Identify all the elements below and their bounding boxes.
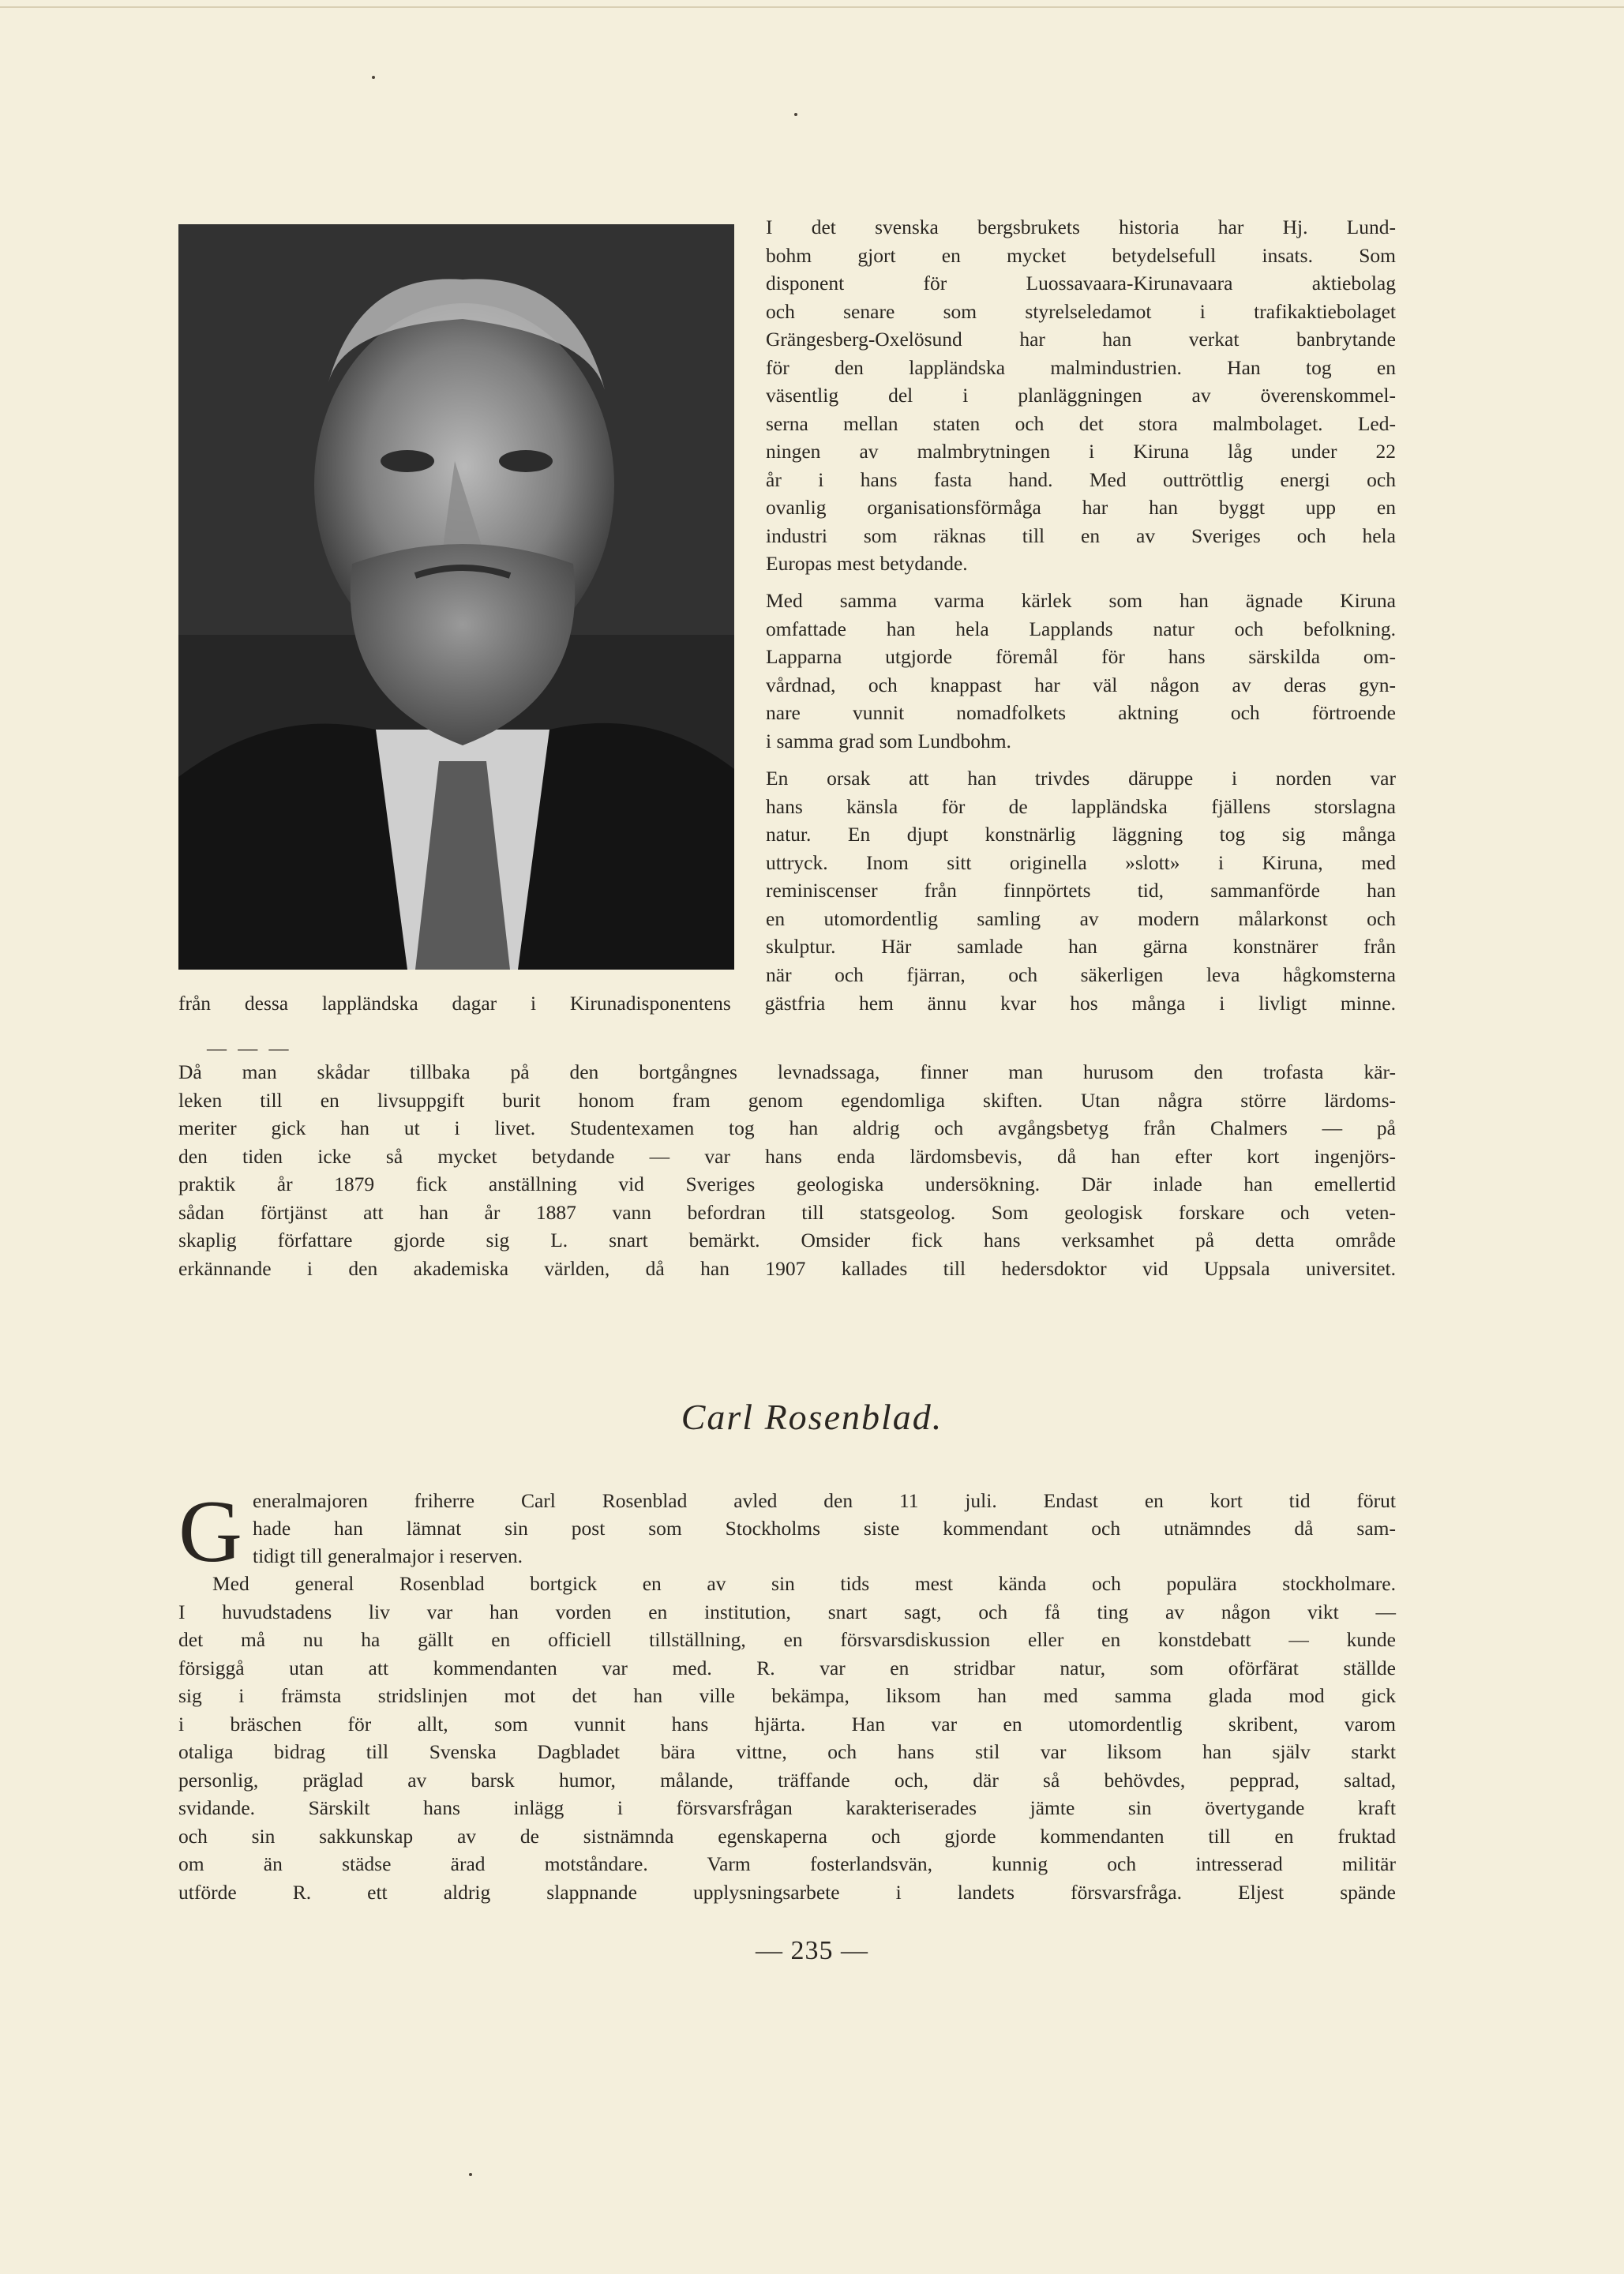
intro-line-2: hade han lämnat sin post som Stockholms siste kommendant och utnämndes då sam- [253,1517,1396,1540]
paragraph-4: Då man skådar tillbaka på den bortgångnes levnadssaga, finner man hurusom den trofasta kär- leken till en livsuppgift burit honom fram genom egendomliga skiften. Utan några större lärdoms- meriter gick han ut i livet. Studentexamen tog han aldrig och avgångsbetyg från Chalmers — på den tiden icke så mycket betydande — var hans enda lärdomsbevis, då han efter kort ingenjörs- praktik år 1879 fick anställning vid Sveriges geologiska undersökning. Där inlade han emellertid sådan förtjänst att han år 1887 vann befordran till statsgeolog. Som geologisk forskare och veten- skaplig författare gjorde sig L. snart bemärkt. Omsider fick hans verksamhet på detta område erkännande i den akademiska världen, då han 1907 kallades till hedersdoktor vid Uppsala universitet. [178,1060,1396,1280]
paper-speck [372,76,375,79]
article-heading: Carl Rosenblad. [681,1397,943,1437]
portrait-illustration [178,224,734,970]
portrait-photo [178,224,734,970]
intro-line-1: eneralmajoren friherre Carl Rosenblad avled den 11 juli. Endast en kort tid förut [253,1489,1396,1512]
paragraph-2: Med samma varma kärlek som han ägnade Kiruna omfattade han hela Lapplands natur och befolkning. Lapparna utgjorde föremål för hans särskilda om- vårdnad, och knappast har väl någon av deras gyn- nare vunnit nomadfolkets aktning och förtroende i samma grad som Lundbohm. [766,589,1396,752]
paper-speck [794,113,797,116]
paragraph-3: En orsak att han trivdes däruppe i norden var hans känsla för de lappländska fjällens storslagna natur. En djupt konstnärlig läggning tog sig många uttryck. Inom sitt originella »slott» i Kiruna, med reminiscenser från finnpörtets tid, sammanförde han en utomordentlig samling av modern målarkonst och skulptur. Här samlade han gärna konstnärer från när och fjärran, och säkerligen leva hågkomsterna [766,767,1396,986]
section-separator: — — — [207,1038,292,1060]
paragraph-5: Med general Rosenblad bortgick en av sin tids mest kända och populära stockholmare. I huvudstadens liv var han vorden en institution, snart sagt, och få ting av någon vikt — det må nu ha gällt en officiell tillställning, en försvarsdiskussion eller en konstdebatt — kunde försiggå utan att kommendanten var med. R. var en stridbar natur, som oförfärat ställde sig i främsta stridslinjen mot det han ville bekämpa, liksom han med samma glada mod gick i bräschen för allt, som vunnit hans hjärta. Han var en utomordentlig skribent, varom otaliga bidrag till Svenska Dagbladet bära vittne, och hans stil var liksom han själv starkt personlig, präglad av barsk humor, målande, träffande och, där så behövdes, pepprad, saltad, svidande. Särskilt hans inlägg i försvarsfrågan karakteriserades jämte sin övertygande kraft och sin sakkunskap av de sistnämnda egenskaperna och gjorde kommendanten till en fruktad om än städse ärad motståndare. Varm fosterlandsvän, kunnig och intresserad militär utförde R. ett aldrig slappnande upplysningsarbete i landets försvarsfråga. Eljest spände [178,1572,1396,1904]
page-number: — 235 — [756,1936,868,1965]
drop-cap: G [178,1483,242,1581]
paper-speck [469,2173,472,2176]
paragraph-3-final-line: från dessa lappländska dagar i Kirunadisponentens gästfria hem ännu kvar hos många i livligt minne. [178,992,1396,1015]
intro-line-3: tidigt till generalmajor i reserven. [253,1544,523,1567]
page-edge [0,6,1624,8]
paragraph-1: I det svenska bergsbrukets historia har Hj. Lund- bohm gjort en mycket betydelsefull insats. Som disponent för Luossavaara-Kirunavaara aktiebolag och senare som styrelseledamot i trafikaktiebolaget Grängesberg-Oxelösund har han verkat banbrytande för den lappländska malmindustrien. Han tog en väsentlig del i planläggningen av överenskommel- serna mellan staten och det stora malmbolaget. Led- ningen av malmbrytningen i Kiruna låg under 22 år i hans fasta hand. Med outtröttlig energi och ovanlig organisationsförmåga har han byggt upp en industri som räknas till en av Sveriges och hela Europas mest betydande. [766,216,1396,575]
